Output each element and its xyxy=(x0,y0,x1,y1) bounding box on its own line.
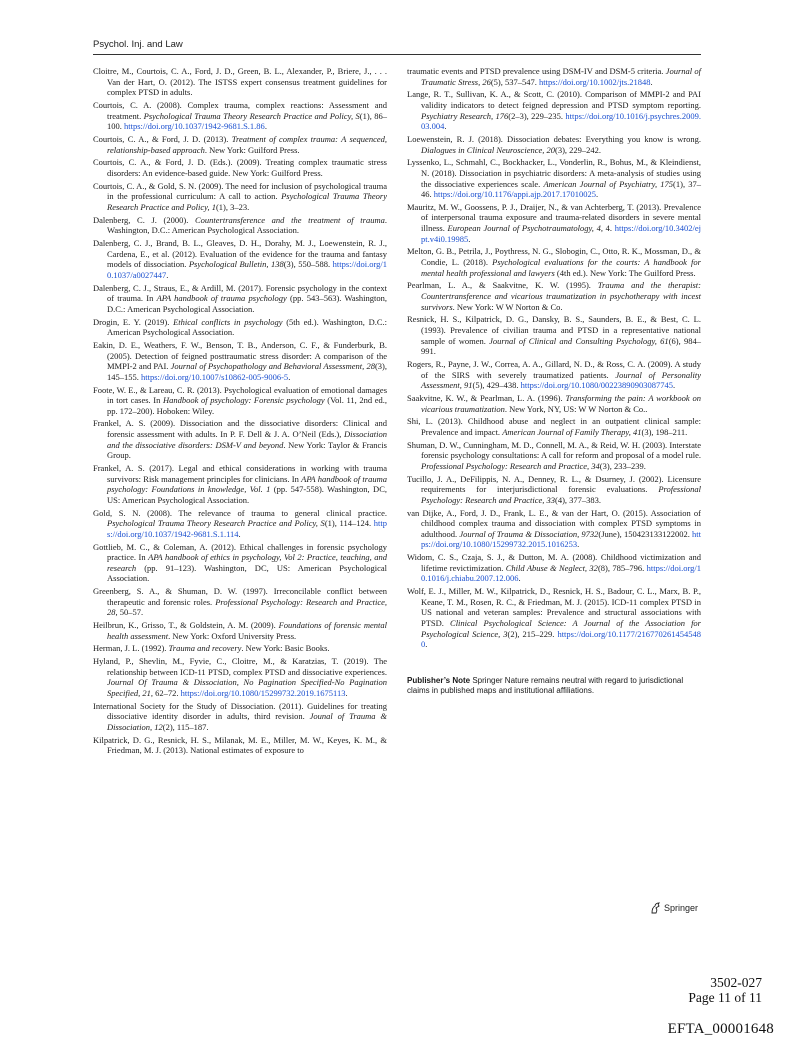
reference-text: . xyxy=(518,573,521,584)
reference-entry xyxy=(407,246,701,278)
reference-text: . New York: W W Norton & Co. xyxy=(452,301,563,312)
reference-source: American Journal of Family Therapy, 41 xyxy=(502,426,642,437)
reference-text: Cloitre, M., Courtois, C. A., Ford, J. D., Green, B. L., Alexander, P., Briere, J., . . . Van der Hart, O. (2012). The ISTSS expert consensus treatment guidelines for complex PTSD in adults. xyxy=(93,66,387,98)
reference-text: van Dijke, A., Ford, J. D., Frank, L. E., & van der Hart, O. (2015). Association of childhood complex trauma and dissociation with complex PTSD symptoms in adulthood. xyxy=(407,507,701,539)
reference-text: Frankel, A. S. (2009). Dissociation and the dissociative disorders: Clinical and forensic assessment with adults. In P. F. Dell & J. A. O’Neil (Eds.), xyxy=(93,418,387,440)
reference-text: Widom, C. S., Czaja, S. J., & Dutton, M. A. (2008). Childhood victimization and lifetime revictimization. xyxy=(407,552,701,573)
reference-text: Resnick, H. S., Kilpatrick, D. G., Dansky, B. S., Saunders, B. E., & Best, C. L. (1993). Prevalence of civilian trauma and PTSD in a representative national sample of women. xyxy=(407,314,701,346)
reference-entry xyxy=(407,393,701,414)
reference-source: Psychological Trauma Theory Research Practice and Policy, S xyxy=(143,110,360,121)
reference-source: Journal Of Trauma & Dissociation, No Pagination Specified-No Pagination Specified, 21 xyxy=(107,677,387,699)
reference-text: . New York: Guilford Press. xyxy=(204,144,300,155)
reference-text: . xyxy=(577,539,580,550)
reference-text: Courtois, C. A., & Gold, S. N. (2009). The need for inclusion of psychological trauma in the professional curriculum: A call to action. xyxy=(93,180,387,202)
reference-source: Trauma and recovery xyxy=(168,643,242,654)
reference-entry xyxy=(407,508,701,550)
reference-entry xyxy=(93,340,387,382)
reference-text: (pp. 91–123). Washington, DC, US: American Psychological Association. xyxy=(107,562,387,584)
reference-text: . xyxy=(650,76,653,87)
reference-source: Ethical conflicts in psychology xyxy=(173,316,283,327)
reference-text: . New York: Taylor & Francis Group. xyxy=(107,439,387,461)
reference-entry xyxy=(407,552,701,584)
reference-text: Gottlieb, M. C., & Coleman, A. (2012). Ethical challenges in forensic psychology practice. In xyxy=(93,541,387,563)
springer-brand: Springer xyxy=(664,903,699,913)
reference-source: Journal of Personality Assessment, 91 xyxy=(421,369,701,391)
reference-text: (5th ed.). Washington, D.C.: American Psychological Association. xyxy=(107,316,387,338)
reference-text: Drogin, E. Y. (2019). xyxy=(93,316,174,327)
reference-text: Pearlman, L. A., & Saakvitne, K. W. (1995). xyxy=(407,280,598,291)
reference-source: Handbook of psychology: Forensic psychology xyxy=(162,395,325,406)
reference-source: Professional Psychology: Research and Practice, 28 xyxy=(107,596,387,618)
reference-text: (1), 37–46. xyxy=(421,178,701,200)
reference-text: Courtois, C. A., & Ford, J. D. (Eds.). (2009). Treating complex traumatic stress disorders: An evidence-based guide. New York: Guilford Press. xyxy=(93,157,387,178)
reference-entry xyxy=(407,416,701,437)
publisher-note xyxy=(407,676,701,697)
reference-text: (1), 3–23. xyxy=(215,201,250,212)
reference-entry xyxy=(407,89,701,131)
doc-number: 3502-027 xyxy=(710,975,762,990)
reference-text: Melton, G. B., Petrila, J., Poythress, N. G., Slobogin, C., Otto, R. K., Mossman, D., & Condie, L. (2018). xyxy=(407,246,701,268)
reference-text: (June), 150423133122002. xyxy=(598,528,693,539)
reference-text: . xyxy=(264,121,267,132)
reference-text: Heilbrun, K., Grisso, T., & Goldstein, A. M. (2009). xyxy=(93,620,279,631)
reference-text: . xyxy=(288,371,291,382)
reference-source: Countertransference and the treatment of trauma xyxy=(195,214,385,225)
reference-source: APA handbook of trauma psychology: Foundations in knowledge, Vol. 1 xyxy=(107,473,387,495)
reference-entry xyxy=(93,701,387,733)
reference-text: Mauritz, M. W., Goossens, P. J., Draijer, N., & van Achterberg, T. (2013). Prevalence of interpersonal trauma exposure and trauma-related disorders in severe mental illness. xyxy=(407,201,701,234)
reference-entry xyxy=(407,202,701,244)
reference-text: (pp. 547-558). Washington, DC, US: American Psychological Association. xyxy=(107,484,387,505)
reference-source: Psychological evaluations for the courts: A handbook for mental health professional and lawyers xyxy=(421,257,701,278)
reference-entry xyxy=(407,440,701,472)
reference-entry xyxy=(407,586,701,650)
reference-text: Foote, W. E., & Lareau, C. R. (2013). Psychological evaluation of emotional damages in tort cases. In xyxy=(93,384,387,406)
reference-text: (1), 114–124. xyxy=(324,518,374,529)
reference-entry xyxy=(93,735,387,756)
doi-link[interactable]: https://doi.org/10.1007/s10862-005-9006-5 xyxy=(141,371,289,382)
reference-source: Journal of Clinical and Consulting Psychology, 61 xyxy=(489,335,669,346)
reference-entry xyxy=(93,134,387,155)
reference-text: traumatic events and PTSD prevalence using DSM-IV and DSM-5 criteria. xyxy=(407,66,666,76)
reference-text: (4th ed.). New York: The Guilford Press. xyxy=(554,267,696,278)
reference-text: (Vol. 11, 2nd ed., pp. 172–200). Hoboken: Wiley. xyxy=(107,395,387,416)
reference-source: Child Abuse & Neglect, 32 xyxy=(505,562,598,573)
references-left-column xyxy=(93,66,387,758)
reference-text: . xyxy=(345,688,348,699)
reference-text: Greenberg, S. A., & Shuman, D. W. (1997). Irreconcilable conflict between therapeutic and forensic roles. xyxy=(93,586,387,607)
doi-link[interactable]: https://doi.org/10.1080/00223890903087745 xyxy=(520,380,674,391)
reference-text: . New York: Basic Books. xyxy=(241,643,330,654)
efta-id: EFTA_00001648 xyxy=(667,1021,774,1037)
reference-entry xyxy=(93,586,387,618)
reference-text: . xyxy=(166,269,169,280)
reference-entry xyxy=(93,283,387,315)
reference-text: Shi, L. (2013). Childhood abuse and neglect in an outpatient clinical sample: Prevalence and impact. xyxy=(407,416,701,437)
springer-logo xyxy=(650,902,698,914)
reference-text: . New York: Oxford University Press. xyxy=(168,630,297,641)
reference-source: Dissociation and the dissociative disorders: DSM-V and beyond xyxy=(107,429,387,450)
doi-link[interactable]: https://doi.org/10.1016/j.psychres.2009.03.004 xyxy=(421,110,701,132)
reference-source: Journal of Trauma & Dissociation, 9732 xyxy=(459,528,599,539)
reference-source: Transforming the pain: A workbook on vicarious traumatization xyxy=(421,392,701,414)
springer-horse-icon xyxy=(650,902,661,914)
reference-text: Hyland, P., Shevlin, M., Fyvie, C., Cloitre, M., & Karatzias, T. (2019). The relationship between ICD-11 PTSD, complex PTSD and dissociative experiences. xyxy=(93,656,387,677)
reference-source: European Journal of Psychotraumatology, 4 xyxy=(447,223,601,234)
doi-link[interactable]: https://doi.org/10.1037/1942-9681.S.1.114 xyxy=(107,518,387,539)
reference-source: Psychiatry Research, 176 xyxy=(421,110,509,121)
reference-entry xyxy=(93,643,387,654)
reference-text: Eakin, D. E., Weathers, F. W., Benson, T. B., Anderson, C. F., & Funderburk, B. (2005). Detection of feigned posttraumatic stress disorder: A comparison of the MMPI-2 and PAI. xyxy=(93,339,387,372)
reference-text: (3), 198–211. xyxy=(641,426,688,437)
reference-text: Frankel, A. S. (2017). Legal and ethical considerations in working with trauma survivors: Risk management principles for clinicians. In xyxy=(93,463,387,484)
doi-link[interactable]: https://doi.org/10.1002/jts.21848 xyxy=(539,76,651,87)
reference-text: (5), 429–438. xyxy=(472,380,521,391)
reference-text: Dalenberg, C. J. (2000). xyxy=(93,214,195,225)
reference-entry xyxy=(93,542,387,584)
reference-text: Courtois, C. A. (2008). Complex trauma, complex reactions: Assessment and treatment. xyxy=(93,99,387,121)
publisher-note-label: Publisher’s Note xyxy=(407,675,471,685)
reference-text: (3), 145–155. xyxy=(107,361,387,382)
doi-link[interactable]: https://doi.org/10.1080/15299732.2019.1675113 xyxy=(180,688,346,699)
reference-source: APA handbook of ethics in psychology, Vol 2: Practice, teaching, and research xyxy=(107,552,387,573)
reference-source: Psychological Trauma Theory Research Practice and Policy, 1 xyxy=(107,191,387,212)
reference-entry xyxy=(407,314,701,356)
header-rule xyxy=(93,54,701,55)
reference-text: . New York, NY, US: W W Norton & Co.. xyxy=(504,403,648,414)
reference-entry xyxy=(407,134,701,155)
reference-text: Courtois, C. A., & Ford, J. D. (2013). xyxy=(93,133,232,144)
reference-entry xyxy=(407,280,701,312)
reference-entry xyxy=(407,66,701,87)
reference-source: Journal of Psychopathology and Behavioral Assessment, 28 xyxy=(170,361,375,372)
reference-text: (1), 86–100. xyxy=(107,110,387,132)
reference-source: Professional Psychology: Research and Practice, 34 xyxy=(421,460,600,471)
reference-entry xyxy=(93,66,387,98)
page-stamp xyxy=(688,975,762,1005)
reference-text: , 50–57. xyxy=(115,607,144,618)
reference-text: Kilpatrick, D. G., Resnick, H. S., Milanak, M. E., Miller, M. W., Keyes, K. M., & Friedman, M. J. (2013). National estimates of exposure to xyxy=(93,734,387,756)
reference-text: Dalenberg, C. J., Straus, E., & Ardill, M. (2017). Forensic psychology in the context of trauma. In xyxy=(93,282,387,304)
reference-text: International Society for the Study of Dissociation. (2011). Guidelines for treating dissociative identity disorder in adults, third revision. xyxy=(93,700,387,722)
doi-link[interactable]: https://doi.org/10.3402/ejpt.v4i0.19985 xyxy=(421,223,701,244)
reference-source: Psychological Trauma Theory Research Practice and Policy, S xyxy=(107,518,325,529)
reference-text: (3), 550–588. xyxy=(283,259,333,270)
reference-text: (4), 377–383. xyxy=(555,494,602,505)
reference-entry xyxy=(93,508,387,540)
reference-entry xyxy=(93,181,387,213)
reference-source: APA handbook of trauma psychology xyxy=(156,293,287,304)
reference-source: Psychological Bulletin, 138 xyxy=(188,259,284,270)
reference-entry xyxy=(93,215,387,236)
reference-text: Herman, J. L. (1992). xyxy=(93,643,169,654)
reference-text: , 62–72. xyxy=(150,688,181,699)
reference-entry xyxy=(407,157,701,199)
reference-text: . xyxy=(468,233,471,244)
reference-text: (2), 215–229. xyxy=(507,628,558,639)
references-right-list xyxy=(407,66,701,650)
reference-source: Foundations of forensic mental health assessment xyxy=(107,620,387,641)
reference-entry xyxy=(407,359,701,391)
doi-link[interactable]: https://doi.org/10.1177/2167702614545480 xyxy=(421,628,701,650)
reference-text: (8), 785–796. xyxy=(597,562,647,573)
reference-source: Professional Psychology: Research and Practice, 33 xyxy=(421,484,701,505)
reference-source: American Journal of Psychiatry, 175 xyxy=(543,178,674,189)
reference-entry xyxy=(93,463,387,505)
reference-text: Wolf, E. J., Miller, M. W., Kilpatrick, D., Resnick, H. S., Badour, C. L., Marx, B. P., Keane, T. M., Rosen, R. C., & Friedman, M. J. (2015). ICD-11 complex PTSD in US national and veteran samples: Prevalence and structural associations with PTSD. xyxy=(407,586,701,628)
doi-link[interactable]: https://doi.org/10.1016/j.chiabu.2007.12.006 xyxy=(421,562,701,584)
reference-text: (2), 115–187. xyxy=(162,722,209,732)
reference-text: Gold, S. N. (2008). The relevance of trauma to general clinical practice. xyxy=(93,507,387,518)
reference-text: Tucillo, J. A., DeFilippis, N. A., Denney, R. L., & Dsurney, J. (2002). Licensure requirements for interjurisdictional forensic evaluations. xyxy=(407,473,701,495)
reference-text: . xyxy=(595,189,599,200)
reference-text: Saakvitne, K. W., & Pearlman, L. A. (1996). xyxy=(407,392,566,403)
reference-text: . xyxy=(673,380,676,391)
reference-source: Journal of Traumatic Stress, 26 xyxy=(421,66,701,87)
reference-text: (3), 233–239. xyxy=(599,460,646,471)
reference-entry xyxy=(93,385,387,417)
doi-link[interactable]: https://doi.org/10.1080/15299732.2015.1016253 xyxy=(421,528,702,550)
reference-entry xyxy=(93,317,387,338)
page-label: Page 11 of 11 xyxy=(688,990,762,1005)
reference-text: Lange, R. T., Sullivan, K. A., & Scott, C. (2010). Comparison of MMPI-2 and PAI validity indicators to detect feigned depression and PTSD symptom reporting. xyxy=(407,89,701,110)
reference-source: Treatment of complex trauma: A sequenced, relationship-based approach xyxy=(107,133,387,155)
reference-entry xyxy=(93,620,387,641)
reference-text: (3), 229–242. xyxy=(555,144,602,155)
reference-text: , 4. xyxy=(600,223,615,234)
reference-text: Dalenberg, C. J., Brand, B. L., Gleaves, D. H., Dorahy, M. J., Loewenstein, R. J., Cardena, E., et al. (2012). Evaluation of the evidence for the trauma and fantasy models of dissociation. xyxy=(93,238,387,270)
references-right-column xyxy=(407,66,701,697)
reference-entry xyxy=(93,418,387,460)
reference-source: Clinical Psychological Science: A Journal of the Association for Psychological Science, 3 xyxy=(421,617,701,639)
publisher-note-text: Springer Nature remains neutral with regard to jurisdictional claims in published maps and institutional affiliations. xyxy=(407,675,684,696)
reference-source: Dialogues in Clinical Neuroscience, 20 xyxy=(421,144,556,155)
reference-text: (pp. 543–563). Washington, D.C.: American Psychological Association. xyxy=(107,293,388,314)
reference-text: Lyssenko, L., Schmahl, C., Bockhacker, L., Vonderlin, R., Bohus, M., & Kleindienst, N. (2018). Dissociation in psychiatric disorders: A meta-analysis of studies using the dissociative experiences scale. xyxy=(407,157,701,189)
reference-text: Shuman, D. W., Cunningham, M. D., Connell, M. A., & Reid, W. H. (2003). Interstate forensic psychology consultations: A call for reform and proposal of a model rule. xyxy=(407,439,701,461)
reference-text: . xyxy=(425,639,428,650)
reference-entry xyxy=(93,238,387,280)
reference-text: . Washington, D.C.: American Psychological Association. xyxy=(107,214,387,236)
reference-text: Loewenstein, R. J. (2018). Dissociation debates: Everything you know is wrong. xyxy=(407,133,701,144)
reference-entry xyxy=(407,474,701,506)
doi-link[interactable]: https://doi.org/10.1037/1942-9681.S.1.86 xyxy=(124,121,265,132)
reference-text: . xyxy=(238,528,241,539)
doi-link[interactable]: https://doi.org/10.1176/appi.ajp.2017.17010025 xyxy=(433,189,596,200)
reference-entry xyxy=(93,157,387,178)
reference-text: (6), 984–991. xyxy=(421,335,702,357)
reference-text: (5), 537–547. xyxy=(490,76,539,87)
reference-text: . xyxy=(444,121,447,132)
journal-header: Psychol. Inj. and Law xyxy=(93,39,183,50)
reference-source: Trauma and the therapist: Countertransference and vicarious traumatization in psychotherapy with incest survivors xyxy=(421,280,701,312)
reference-entry xyxy=(93,100,387,132)
reference-entry xyxy=(93,656,387,698)
reference-source: Jounal of Trauma & Dissociation, 12 xyxy=(107,711,387,732)
doi-link[interactable]: https://doi.org/10.1037/a0027447 xyxy=(107,259,387,280)
reference-text: Rogers, R., Payne, J. W., Correa, A. A., Gillard, N. D., & Ross, C. A. (2009). A study of the SIRS with severely traumatized patients. xyxy=(407,358,701,380)
reference-text: (2–3), 229–235. xyxy=(508,110,566,121)
